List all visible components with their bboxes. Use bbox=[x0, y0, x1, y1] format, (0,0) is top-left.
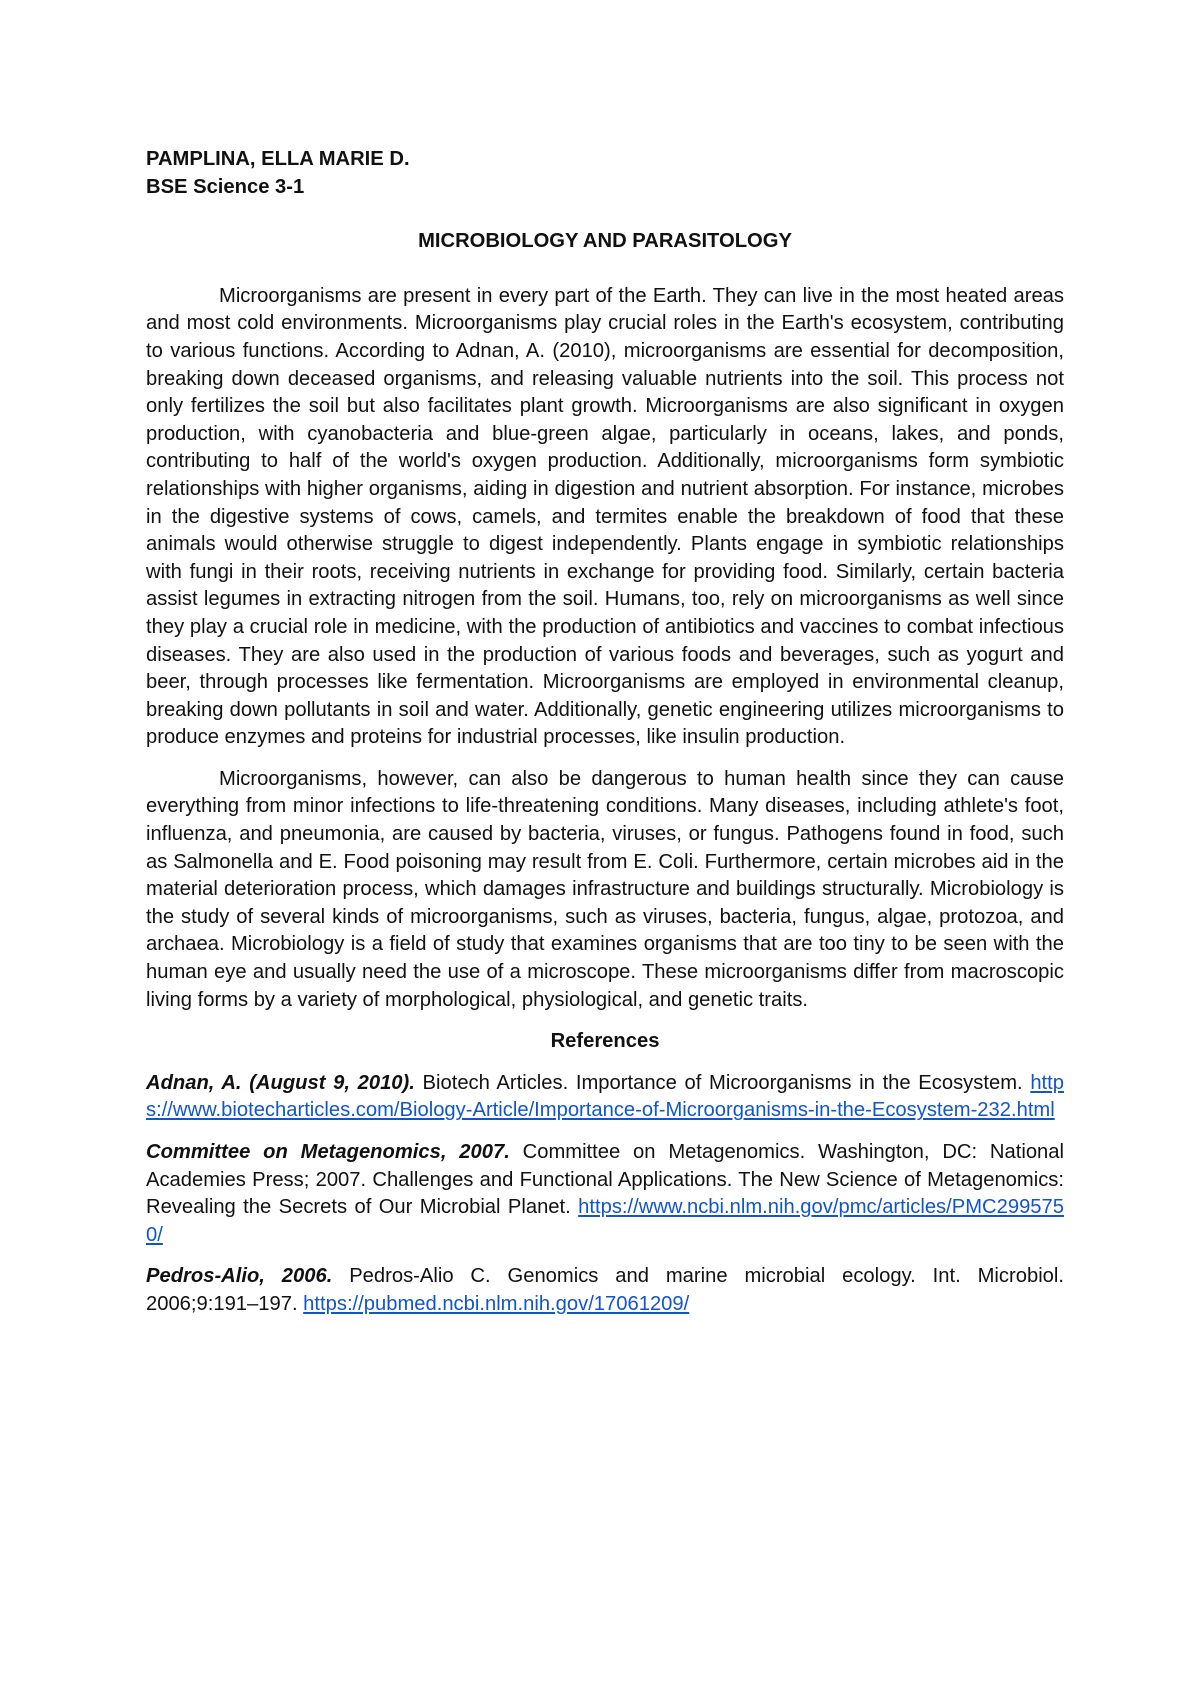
reference-item-2 bbox=[146, 1139, 1064, 1249]
reference-link[interactable]: https://www.biotecharticles.com/Biology-Article/Importance-of-Microorganisms-in-the-Ecosystem-232.html bbox=[146, 1071, 1064, 1122]
references-heading: References bbox=[550, 1030, 660, 1053]
document-title: MICROBIOLOGY AND PARASITOLOGY bbox=[418, 230, 792, 253]
reference-link[interactable]: https://pubmed.ncbi.nlm.nih.gov/17061209/ bbox=[303, 1292, 690, 1315]
author-name: PAMPLINA, ELLA MARIE D. bbox=[146, 148, 410, 170]
body-paragraph-1: Microorganisms are present in every part of the Earth. They can live in the most heated areas and most cold environments. Microorganisms play crucial roles in the Earth's ecosystem, contributing to various functions. According to Adnan, A. (2010), microorganisms are essential for decomposition, breaking down deceased organisms, and releasing valuable nutrients into the soil. This process not only fertilizes the soil but also facilitates plant growth. Microorganisms are also significant in oxygen production, with cyanobacteria and blue-green algae, particularly in oceans, lakes, and ponds, contributing to half of the world's oxygen production. Additionally, microorganisms form symbiotic relationships with higher organisms, aiding in digestion and nutrient absorption. For instance, microbes in the digestive systems of cows, camels, and termites enable the breakdown of food that these animals would otherwise struggle to digest independently. Plants engage in symbiotic relationships with fungi in their roots, receiving nutrients in exchange for providing food. Similarly, certain bacteria assist legumes in extracting nitrogen from the soil. Humans, too, rely on microorganisms as well since they play a crucial role in medicine, with the production of antibiotics and vaccines to combat infectious diseases. They are also used in the production of various foods and beverages, such as yogurt and beer, through processes like fermentation. Microorganisms are employed in environmental cleanup, breaking down pollutants in soil and water. Additionally, genetic engineering utilizes microorganisms to produce enzymes and proteins for industrial processes, like insulin production. bbox=[146, 284, 1064, 749]
document-page bbox=[146, 146, 1064, 1333]
author-section: BSE Science 3-1 bbox=[146, 175, 305, 198]
reference-item-3 bbox=[146, 1263, 1064, 1318]
reference-text: Biotech Articles. Importance of Microorganisms in the Ecosystem. bbox=[414, 1071, 1031, 1094]
body-paragraph-2: Microorganisms, however, can also be dangerous to human health since they can cause everything from minor infections to life-threatening conditions. Many diseases, including athlete's foot, influenza, and pneumonia, are caused by bacteria, viruses, or fungus. Pathogens found in food, such as Salmonella and E. Food poisoning may result from E. Coli. Furthermore, certain microbes aid in the material deterioration process, which damages infrastructure and buildings structurally. Microbiology is the study of several kinds of microorganisms, such as viruses, bacteria, fungus, algae, protozoa, and archaea. Microbiology is a field of study that examines organisms that are too tiny to be seen with the human eye and usually need the use of a microscope. These microorganisms differ from macroscopic living forms by a variety of morphological, physiological, and genetic traits. bbox=[146, 767, 1064, 1011]
reference-text: Pedros-Alio C. Genomics and marine microbial ecology. Int. Microbiol. 2006;9:191–197. bbox=[146, 1265, 1064, 1315]
reference-citation: Committee on Metagenomics, 2007. bbox=[146, 1141, 510, 1163]
reference-citation: Adnan, A. (August 9, 2010). bbox=[146, 1071, 415, 1094]
reference-citation: Pedros-Alio, 2006. bbox=[146, 1265, 333, 1288]
reference-item-1 bbox=[146, 1070, 1064, 1125]
reference-text: Committee on Metagenomics. Washington, DC: National Academies Press; 2007. Challenges and Functional Applications. The New Science of Metagenomics: Revealing the Secrets of Our Microbial Planet. bbox=[146, 1141, 1064, 1219]
reference-link[interactable]: https://www.ncbi.nlm.nih.gov/pmc/articles/PMC2995750/ bbox=[146, 1196, 1064, 1246]
